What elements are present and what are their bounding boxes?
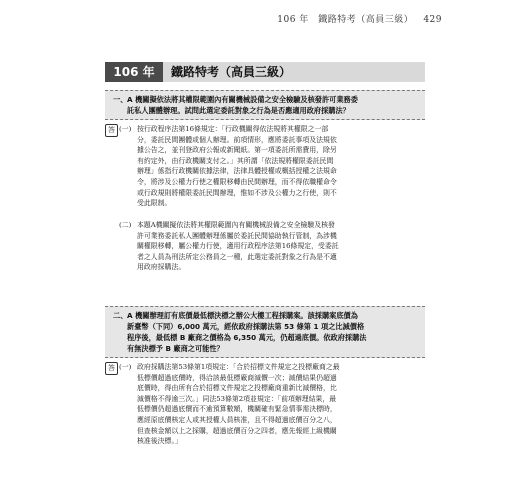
- answer-line: 但查核金額以上之採購，超過底價百分之四者，應先報經上級機關: [137, 426, 337, 435]
- answer-line: 者之人員為刑法所定公務員之一種，此選定委託對象之行為是不適: [137, 252, 337, 261]
- chapter-year-badge: 106 年: [105, 62, 163, 82]
- answer-line: 用政府採購法。: [137, 263, 186, 272]
- answer-line: 減價格不得逾三次。」同法53條第2項並規定：「前項辦理結果，最: [137, 394, 337, 403]
- question-box-1: [105, 90, 425, 120]
- answer-line: 本題A機關擬依法將其權限範圍內有關機械設備之安全檢驗及核發: [137, 221, 335, 229]
- running-header: [277, 12, 442, 25]
- answer-line: 分，委託民間團體或個人辦理。前項情形，應將委託事項及法規依: [137, 135, 337, 144]
- question-line: A 機關辦理訂有底價最低標決標之辦公大樓工程採購案。該採購案底價為: [127, 311, 358, 320]
- answer-line: 或行政規則將權限委託民間辦理，惟如不涉及公權力之行使，則不: [137, 188, 337, 197]
- item-label: (二): [119, 221, 132, 229]
- answer-line: 政府採購法第53條第1項規定：「合於招標文件規定之投標廠商之最: [137, 363, 340, 371]
- item-label: (一): [119, 363, 132, 371]
- answer-line: 低標價超過底價時，得洽該最低標廠商減價一次；減價結果仍超過: [137, 373, 337, 382]
- question-line: 託私人團體辦理。試問此選定委託對象之行為是否應適用政府採購法？: [127, 106, 350, 115]
- answer-line: 核准後決標。」: [137, 437, 182, 446]
- answer-line: 受此限制。: [137, 199, 172, 208]
- answer-line: 應經原底價核定人或其授權人員核准，且不得超過底價百分之八，: [137, 415, 337, 424]
- answer-icon: 答: [105, 362, 118, 375]
- answer-line: 許可業務委託私人團體辦理係屬於委託民間協助執行管制，為涉機: [137, 231, 337, 240]
- answer-line: 辦理」係指行政機關依據法律，法律具體授權或概括授權之法規命: [137, 167, 337, 176]
- answer-line: 按行政程序法第16條規定：「行政機關得依法規將其權限之一部: [137, 125, 329, 133]
- question-line: 程序後，最低標 B 廠商之價格為 6,350 萬元，仍超過底價。依政府採購法: [127, 333, 367, 342]
- question-line: 有無決標予 B 廠商之可能性？: [127, 344, 224, 353]
- question-line: 新臺幣（下同）6,000 萬元，經依政府採購法第 53 條第 1 項之比減價格: [127, 322, 365, 331]
- answer-line: 關權限移轉，屬公權力行使，適用行政程序法第16條規定，受委託: [137, 242, 339, 251]
- answer-line: 底價時，得由所有合於招標文件規定之投標廠商重新比減價格，比: [137, 384, 337, 393]
- answer-line: 據公告之，並刊登政府公報或新聞紙。第一項委託所需費用，除另: [137, 146, 337, 155]
- page-number: 429: [423, 15, 442, 25]
- question-box-2: [105, 306, 425, 358]
- answer-icon: 答: [105, 124, 118, 137]
- chapter-title: 鐵路特考（高員三級）: [171, 65, 292, 79]
- running-header-title: 106 年 鐵路特考（高員三級）: [277, 15, 414, 25]
- answer-line: 低標價仍超過底價而不逾預算數額，機關確有緊急情事需決標時，: [137, 405, 337, 414]
- chapter-banner: [105, 62, 425, 82]
- question-line: A 機關擬依法將其權限範圍內有關機械設備之安全檢驗及核發許可業務委: [127, 95, 358, 104]
- answer-line: 令，將涉及公權力行使之權限移轉由民間辦理，而不得依職權命令: [137, 177, 337, 186]
- question-number: 一、: [113, 95, 128, 104]
- answer-line: 有約定外，由行政機關支付之。」其所謂「依法規將權限委託民間: [137, 156, 334, 165]
- item-label: (一): [119, 125, 132, 133]
- question-number: 二、: [113, 311, 128, 320]
